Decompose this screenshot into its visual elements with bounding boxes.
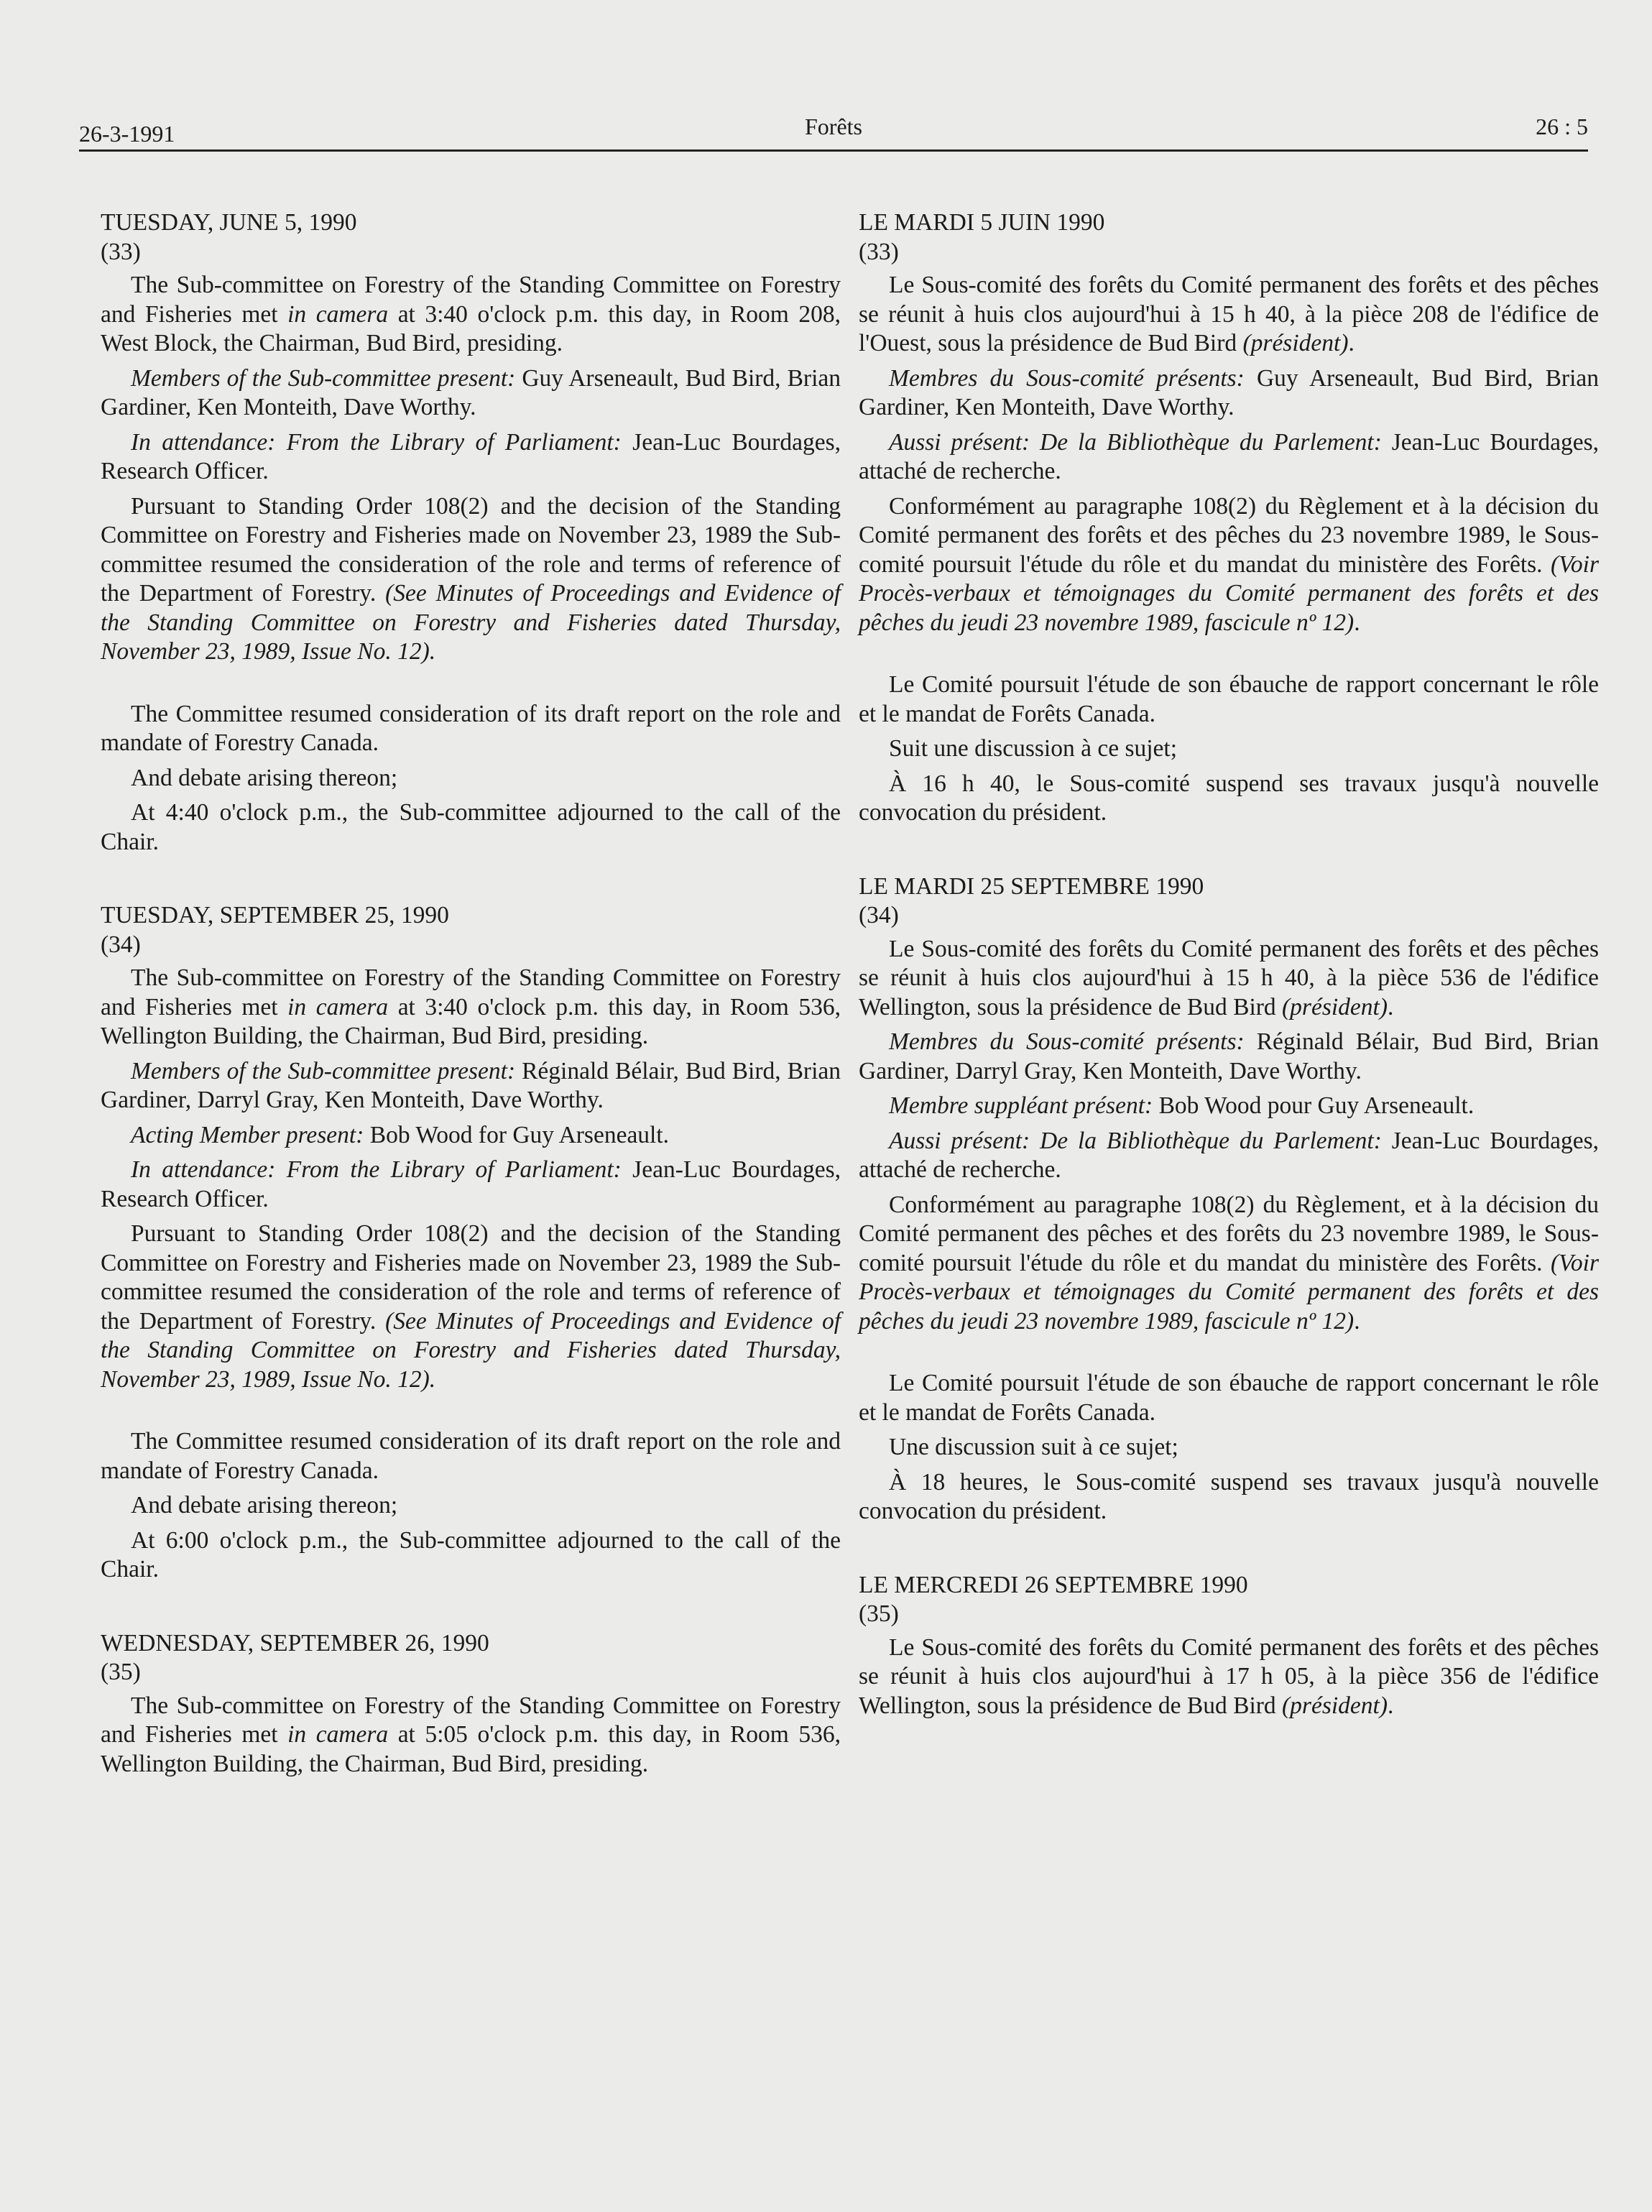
- meeting-number: (33): [101, 238, 141, 265]
- paragraph-italic-text: Acting Member present:: [131, 1121, 364, 1148]
- paragraph-italic-text: Membres du Sous-comité présents:: [889, 364, 1245, 392]
- paragraph: [101, 1220, 841, 1394]
- paragraph-text: At 6:00 o'clock p.m., the Sub-committee adjourned to the call of the Chair.: [101, 1526, 841, 1582]
- paragraph-text: .: [1388, 993, 1394, 1020]
- paragraph-text: Jean-Luc Bourdages, attaché de recherche.: [859, 428, 1599, 484]
- paragraph-text: Une discussion suit à ce sujet;: [889, 1434, 1178, 1460]
- header-date: 26-3-1991: [79, 121, 175, 147]
- paragraph-text: Conformément au paragraphe 108(2) du Règlement et à la décision du Comité permanent des forêts et des pêches du 23 novembre 1989, le Sous-comité poursuit l'étude du rôle et du mandat du ministère des Forêts.: [859, 492, 1599, 578]
- french-meeting-1: [859, 872, 1599, 1571]
- running-header: [79, 108, 1588, 149]
- paragraph-italic-text: In attendance: From the Library of Parliament:: [131, 1156, 622, 1183]
- meeting-heading: LE MARDI 5 JUIN 1990: [859, 209, 1105, 236]
- paragraph-text: Le Sous-comité des forêts du Comité permanent des forêts et des pêches se réunit à huis clos aujourd'hui à 17 h 05, à la pièce 356 de l'édifice Wellington, sous la présidence de Bud Bird: [859, 1633, 1599, 1719]
- meeting-number: (34): [859, 902, 899, 928]
- paragraph-text: The Sub-committee on Forestry of the Standing Committee on Forestry and Fisheries met: [101, 272, 841, 328]
- meeting-heading: LE MERCREDI 26 SEPTEMBRE 1990: [859, 1571, 1248, 1598]
- paragraph-italic-text: in camera: [287, 1721, 389, 1748]
- english-column: [101, 208, 841, 1784]
- paragraph: [859, 1433, 1599, 1462]
- paragraph-italic-text: Members of the Sub-committee present:: [131, 1057, 516, 1084]
- paragraph-text: .: [1388, 1692, 1394, 1719]
- paragraph: [101, 1121, 841, 1151]
- paragraph-italic-text: Membres du Sous-comité présents:: [889, 1028, 1245, 1055]
- paragraph-italic-text: Aussi présent: De la Bibliothèque du Parlement:: [889, 428, 1382, 456]
- paragraph-italic-text: (président): [1282, 1692, 1388, 1719]
- paragraph-text: And debate arising thereon;: [131, 764, 398, 791]
- paragraph-text: at 3:40 o'clock p.m. this day, in Room 208, West Block, the Chairman, Bud Bird, presiding.: [101, 300, 841, 356]
- paragraph-italic-text: (président): [1282, 993, 1388, 1020]
- spacer: [859, 643, 1599, 670]
- meeting-heading: LE MARDI 25 SEPTEMBRE 1990: [859, 872, 1204, 900]
- paragraph: [859, 492, 1599, 638]
- english-meeting-2: [101, 1629, 841, 1779]
- paragraph-text: The Committee resumed consideration of its draft report on the role and mandate of Forestry Canada.: [101, 1428, 841, 1484]
- paragraph: [101, 798, 841, 857]
- meeting-heading: TUESDAY, SEPTEMBER 25, 1990: [101, 902, 449, 928]
- paragraph-italic-text: in camera: [287, 300, 389, 328]
- paragraph-text: Jean-Luc Bourdages, Research Officer.: [101, 428, 841, 484]
- paragraph: [101, 1491, 841, 1521]
- meeting-number: (34): [101, 931, 141, 958]
- paragraph: [859, 734, 1599, 764]
- paragraph: [101, 964, 841, 1051]
- paragraph-italic-text: (See Minutes of Proceedings and Evidence of the Standing Committee on Forestry and Fisheries dated Thursday, November 23, 1989, Issue No. 12).: [101, 580, 841, 665]
- paragraph: [859, 770, 1599, 828]
- paragraph-italic-text: (See Minutes of Proceedings and Evidence of the Standing Committee on Forestry and Fisheries dated Thursday, November 23, 1989, Issue No. 12).: [101, 1307, 841, 1393]
- paragraph-italic-text: Membre suppléant présent:: [889, 1092, 1153, 1119]
- paragraph-text: The Committee resumed consideration of its draft report on the role and mandate of Forestry Canada.: [101, 700, 841, 756]
- paragraph-text: À 18 heures, le Sous-comité suspend ses travaux jusqu'à nouvelle convocation du président.: [859, 1468, 1599, 1524]
- paragraph: [859, 1633, 1599, 1721]
- english-meeting-0: [101, 208, 841, 901]
- paragraph-italic-text: (Voir Procès-verbaux et témoignages du Comité permanent des forêts et des pêches du jeudi 23 novembre 1989, fascicule nº 12): [859, 1249, 1599, 1335]
- paragraph-text: Pursuant to Standing Order 108(2) and the decision of the Standing Committee on Forestry and Fisheries made on November 23, 1989 the Sub-committee resumed the consideration of the role and terms of reference of the Department of Forestry.: [101, 492, 841, 607]
- paragraph: [101, 1692, 841, 1779]
- french-meeting-0: [859, 208, 1599, 872]
- spacer: [859, 1342, 1599, 1369]
- meeting-heading: WEDNESDAY, SEPTEMBER 26, 1990: [101, 1629, 489, 1656]
- paragraph-text: And debate arising thereon;: [131, 1492, 398, 1519]
- paragraph-text: Guy Arseneault, Bud Bird, Brian Gardiner, Ken Monteith, Dave Worthy.: [859, 364, 1599, 420]
- header-page-number: 26 : 5: [1536, 114, 1588, 139]
- english-meeting-1: [101, 901, 841, 1629]
- paragraph: [859, 1191, 1599, 1337]
- paragraph-italic-text: (Voir Procès-verbaux et témoignages du Comité permanent des forêts et des pêches du jeudi 23 novembre 1989, fascicule nº 12): [859, 550, 1599, 636]
- paragraph-text: at 3:40 o'clock p.m. this day, in Room 536, Wellington Building, the Chairman, Bud Bird, presiding.: [101, 993, 841, 1049]
- french-meeting-2: [859, 1571, 1599, 1721]
- paragraph: [101, 364, 841, 423]
- header-title: Forêts: [805, 114, 862, 139]
- paragraph: [859, 1028, 1599, 1086]
- paragraph-text: .: [1354, 609, 1360, 636]
- paragraph-text: Jean-Luc Bourdages, Research Officer.: [101, 1156, 841, 1212]
- paragraph: [859, 364, 1599, 423]
- paragraph: [859, 1092, 1599, 1121]
- paragraph-text: À 16 h 40, le Sous-comité suspend ses travaux jusqu'à nouvelle convocation du président.: [859, 770, 1599, 826]
- paragraph: [101, 428, 841, 487]
- paragraph-text: Réginald Bélair, Bud Bird, Brian Gardiner, Darryl Gray, Ken Monteith, Dave Worthy.: [101, 1057, 841, 1113]
- paragraph-text: Le Sous-comité des forêts du Comité permanent des forêts et des pêches se réunit à huis clos aujourd'hui à 15 h 40, à la pièce 208 de l'édifice de l'Ouest, sous la présidence de Bud Bird: [859, 272, 1599, 356]
- meeting-number: (35): [101, 1659, 141, 1685]
- paragraph: [859, 670, 1599, 729]
- french-column: [859, 208, 1599, 1726]
- meeting-heading: TUESDAY, JUNE 5, 1990: [101, 209, 357, 236]
- paragraph-text: .: [1348, 330, 1355, 356]
- paragraph-text: Guy Arseneault, Bud Bird, Brian Gardiner, Ken Monteith, Dave Worthy.: [101, 364, 841, 420]
- paragraph-text: Le Comité poursuit l'étude de son ébauche de rapport concernant le rôle et le mandat de Forêts Canada.: [859, 1370, 1599, 1426]
- paragraph: [101, 1427, 841, 1485]
- paragraph-text: Conformément au paragraphe 108(2) du Règlement, et à la décision du Comité permanent des pêches et des forêts du 23 novembre 1989, le Sous-comité poursuit l'étude du rôle et du mandat du ministère des Forêts.: [859, 1191, 1599, 1276]
- meeting-number: (33): [859, 238, 899, 265]
- paragraph-italic-text: Members of the Sub-committee present:: [131, 364, 516, 392]
- paragraph: [859, 935, 1599, 1023]
- spacer: [101, 673, 841, 700]
- paragraph-text: At 4:40 o'clock p.m., the Sub-committee adjourned to the call of the Chair.: [101, 799, 841, 855]
- paragraph-text: Jean-Luc Bourdages, attaché de recherche.: [859, 1127, 1599, 1183]
- paragraph-italic-text: in camera: [287, 993, 389, 1020]
- paragraph: [101, 1057, 841, 1115]
- paragraph-text: Le Comité poursuit l'étude de son ébauche de rapport concernant le rôle et le mandat de Forêts Canada.: [859, 671, 1599, 727]
- paragraph: [859, 1468, 1599, 1526]
- paragraph: [859, 428, 1599, 487]
- paragraph-text: The Sub-committee on Forestry of the Standing Committee on Forestry and Fisheries met: [101, 1692, 841, 1748]
- paragraph: [101, 700, 841, 758]
- paragraph: [101, 1156, 841, 1214]
- paragraph-italic-text: Aussi présent: De la Bibliothèque du Parlement:: [889, 1127, 1382, 1154]
- paragraph-italic-text: (président): [1242, 330, 1349, 356]
- paragraph: [859, 1369, 1599, 1427]
- paragraph: [859, 271, 1599, 359]
- paragraph-text: .: [1354, 1307, 1360, 1335]
- paragraph: [101, 764, 841, 793]
- paragraph-text: The Sub-committee on Forestry of the Standing Committee on Forestry and Fisheries met: [101, 964, 841, 1020]
- paragraph-text: Bob Wood for Guy Arseneault.: [364, 1121, 670, 1148]
- spacer: [101, 862, 841, 901]
- spacer: [101, 1400, 841, 1427]
- paragraph-text: Le Sous-comité des forêts du Comité permanent des forêts et des pêches se réunit à huis clos aujourd'hui à 15 h 40, à la pièce 536 de l'édifice Wellington, sous la présidence de Bud Bird: [859, 935, 1599, 1020]
- paragraph: [101, 271, 841, 359]
- paragraph-text: at 5:05 o'clock p.m. this day, in Room 536, Wellington Building, the Chairman, Bud Bird, presiding.: [101, 1721, 841, 1777]
- paragraph-italic-text: In attendance: From the Library of Parliament:: [131, 428, 622, 456]
- paragraph-text: Suit une discussion à ce sujet;: [889, 735, 1178, 762]
- paragraph-text: Bob Wood pour Guy Arseneault.: [1153, 1092, 1475, 1119]
- paragraph-text: Réginald Bélair, Bud Bird, Brian Gardiner, Darryl Gray, Ken Monteith, Dave Worthy.: [859, 1028, 1599, 1084]
- meeting-number: (35): [859, 1600, 899, 1627]
- paragraph: [101, 492, 841, 667]
- header-rule: [79, 149, 1588, 152]
- spacer: [859, 1532, 1599, 1571]
- spacer: [101, 1590, 841, 1629]
- paragraph-text: Pursuant to Standing Order 108(2) and the decision of the Standing Committee on Forestry and Fisheries made on November 23, 1989 the Sub-committee resumed the consideration of the role and terms of reference of the Department of Forestry.: [101, 1220, 841, 1335]
- paragraph: [101, 1526, 841, 1585]
- paragraph: [859, 1127, 1599, 1185]
- spacer: [859, 834, 1599, 872]
